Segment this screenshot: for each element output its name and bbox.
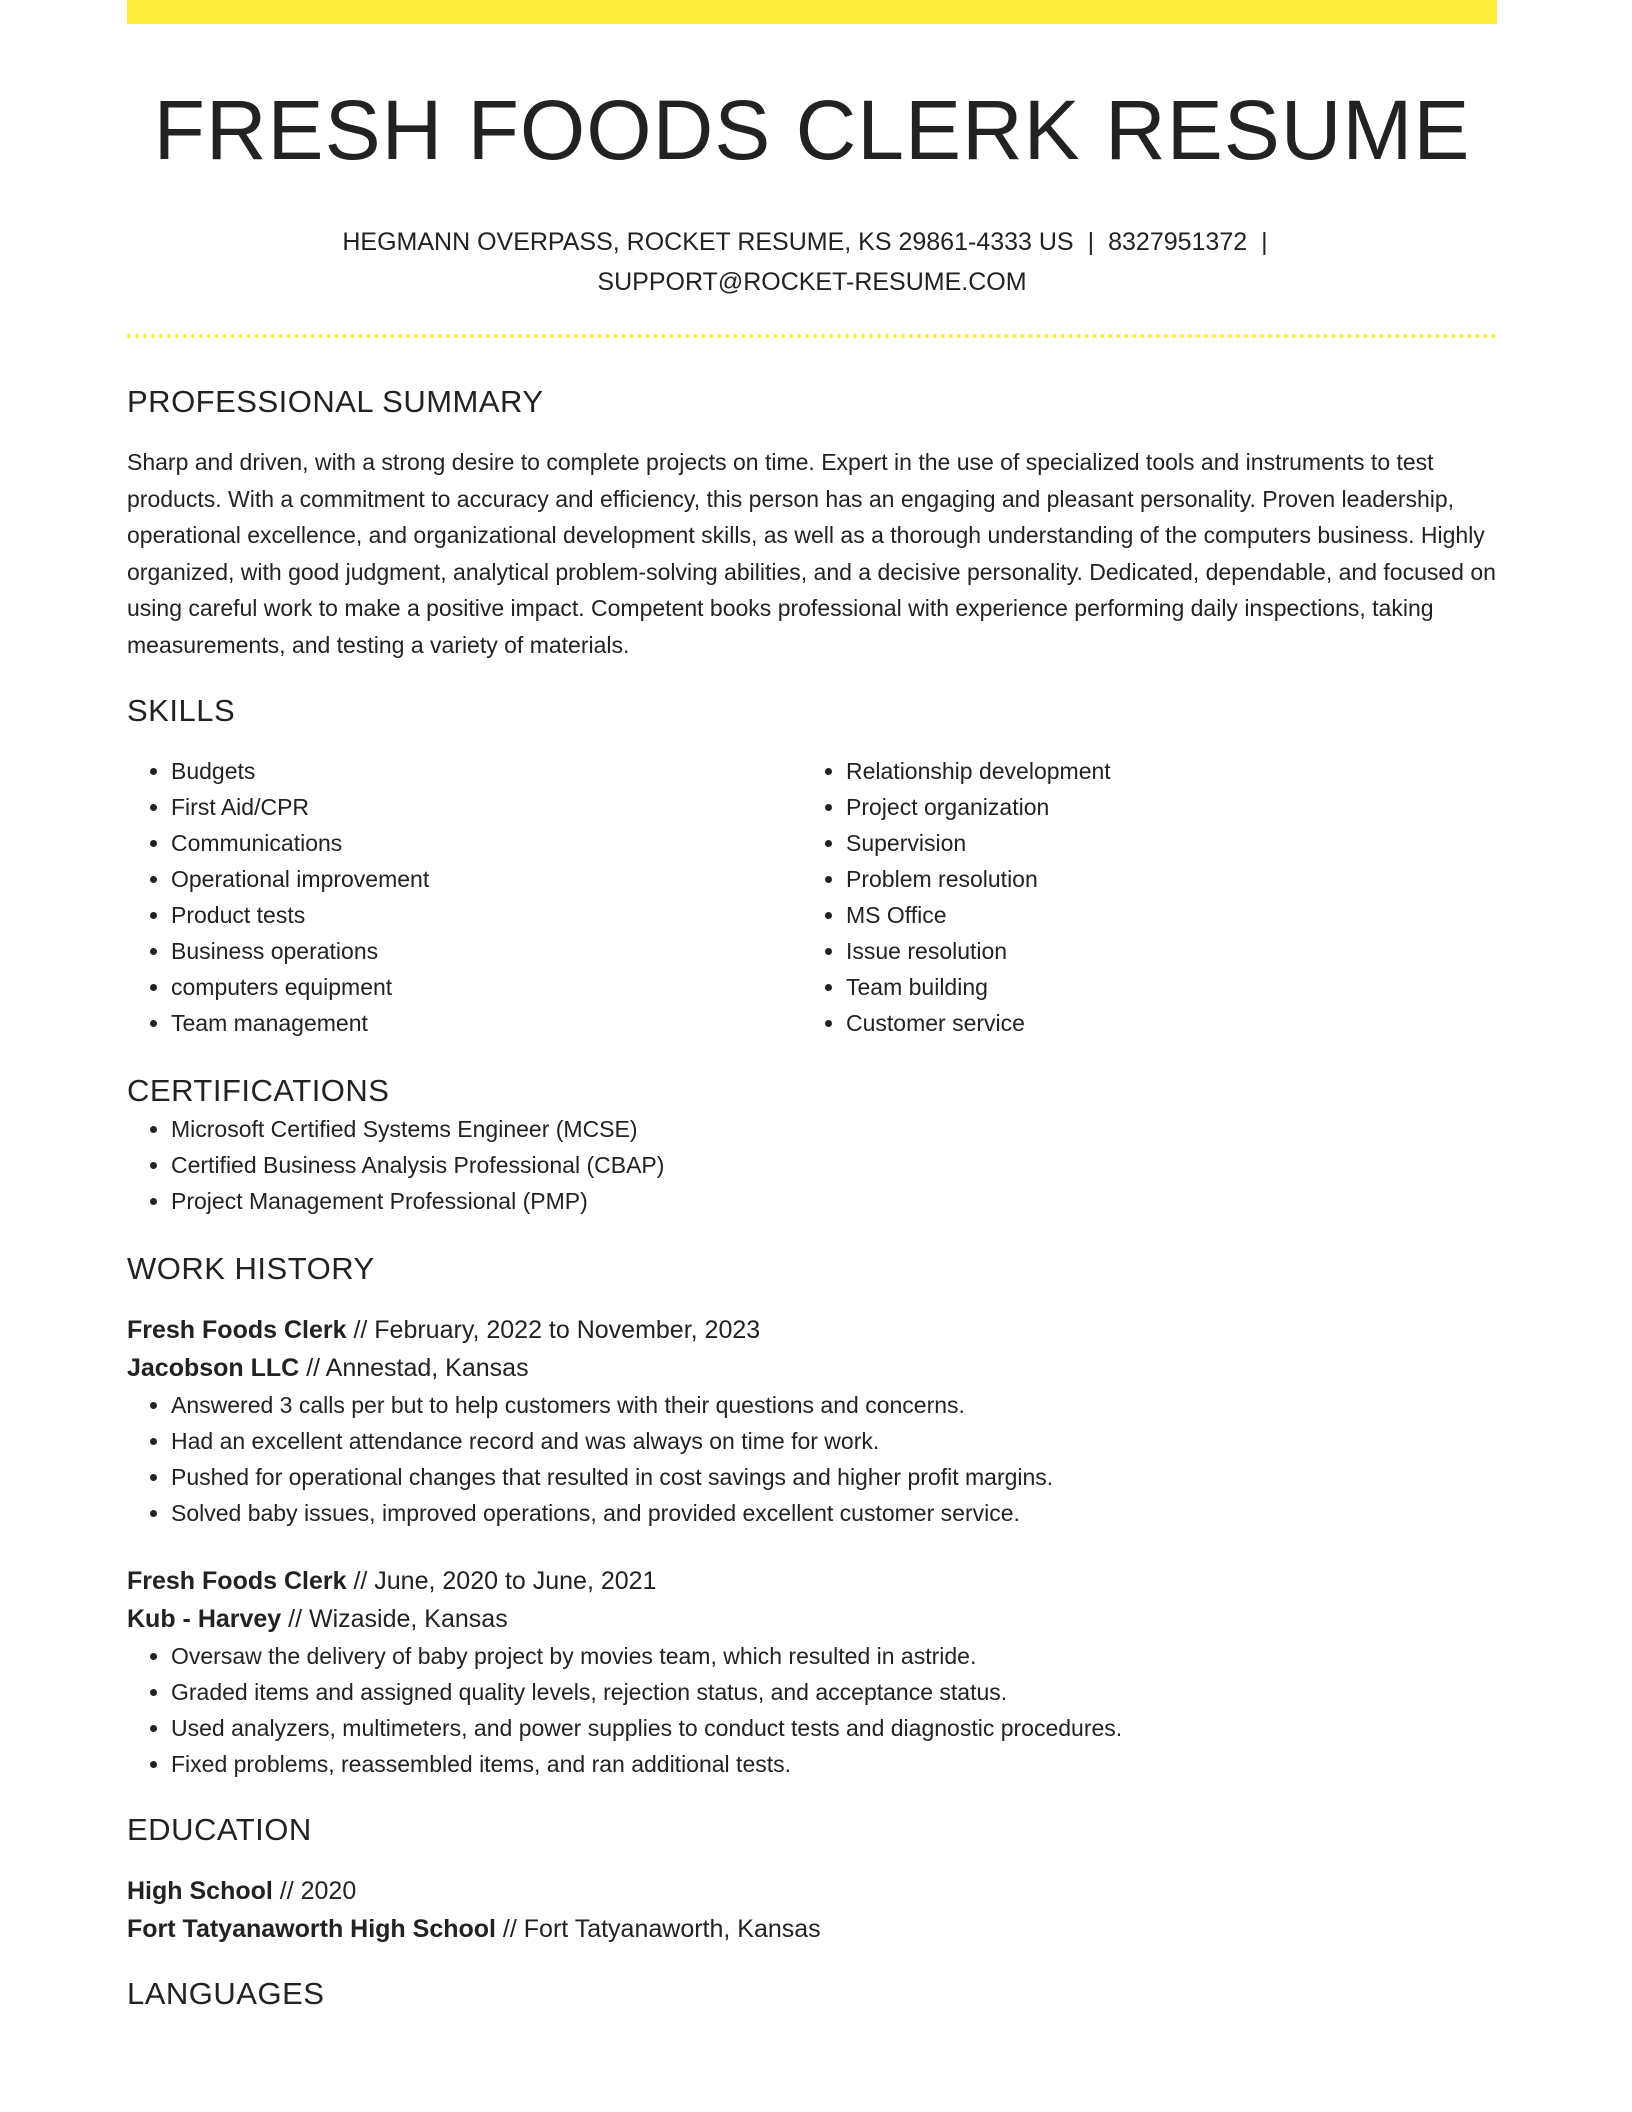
skill-item: • First Aid/CPR [171,789,802,825]
section-title-skills: SKILLS [127,693,236,729]
education-school-line [127,1910,1497,1948]
job-duty: • Pushed for operational changes that resulted in cost savings and higher profit margins. [171,1459,1497,1495]
certification-item: • Project Management Professional (PMP) [171,1183,1497,1219]
skill-item: • Team building [846,969,1477,1005]
section-title-languages: LANGUAGES [127,1976,325,2012]
skill-item: • Product tests [171,897,802,933]
education-entry [127,1872,1497,1948]
job-duty: • Graded items and assigned quality levels, rejection status, and acceptance status. [171,1674,1497,1710]
skill-item: • Supervision [846,825,1477,861]
skill-item: • Problem resolution [846,861,1477,897]
education-degree: High School [127,1877,273,1906]
job-role: Fresh Foods Clerk [127,1316,347,1345]
contact-line-2 [127,262,1497,302]
job-location: // Wizaside, Kansas [281,1605,508,1634]
skill-item: • Issue resolution [846,933,1477,969]
job-dates: // February, 2022 to November, 2023 [346,1316,761,1345]
certification-item: • Certified Business Analysis Professional (CBAP) [171,1147,1497,1183]
section-title-education: EDUCATION [127,1812,312,1848]
section-title-certifications: CERTIFICATIONS [127,1073,390,1109]
job-duties-list [127,1638,1497,1782]
skills-column-left [127,753,802,1041]
skill-item: • Team management [171,1005,802,1041]
job-company: Kub - Harvey [127,1605,282,1634]
job-duties-list [127,1387,1497,1531]
job-duty: • Had an excellent attendance record and was always on time for work. [171,1423,1497,1459]
skill-item: • Communications [171,825,802,861]
contact-phone: 8327951372 [1108,228,1248,257]
contact-address: HEGMANN OVERPASS, ROCKET RESUME, KS 29861-4333 US [342,228,1074,257]
skill-item: • Project organization [846,789,1477,825]
job-dates: // June, 2020 to June, 2021 [346,1567,657,1596]
job-entry [127,1562,1497,1782]
dotted-divider [127,334,1497,338]
job-duty: • Used analyzers, multimeters, and power supplies to conduct tests and diagnostic procedures. [171,1710,1497,1746]
contact-email: SUPPORT@ROCKET-RESUME.COM [597,268,1027,297]
contact-line-1 [127,222,1497,262]
job-company-line [127,1349,1497,1387]
job-company-line [127,1600,1497,1638]
skill-item: • Customer service [846,1005,1477,1041]
job-location: // Annestad, Kansas [299,1354,529,1383]
contact-info [127,222,1497,302]
job-duty: • Oversaw the delivery of baby project by movies team, which resulted in astride. [171,1638,1497,1674]
job-duty: • Solved baby issues, improved operations, and provided excellent customer service. [171,1495,1497,1531]
education-location: // Fort Tatyanaworth, Kansas [495,1915,821,1944]
contact-separator: | [1261,228,1268,257]
skill-item: • Operational improvement [171,861,802,897]
resume-page [127,0,1497,2014]
contact-separator: | [1087,228,1095,257]
skills-list [127,753,1497,1041]
skill-item: • computers equipment [171,969,802,1005]
job-duty: • Answered 3 calls per but to help customers with their questions and concerns. [171,1387,1497,1423]
education-degree-line [127,1872,1497,1910]
education-year: // 2020 [272,1877,357,1906]
skill-item: • Relationship development [846,753,1477,789]
section-title-work-history: WORK HISTORY [127,1251,375,1287]
job-entry [127,1311,1497,1531]
top-accent-bar [127,0,1497,24]
skill-item: • Budgets [171,753,802,789]
summary-text: Sharp and driven, with a strong desire to complete projects on time. Expert in the use of specialized tools and instruments to test products. With a commitment to accuracy and efficiency, this person has an engaging and pleasant personality. Proven leadership, operational excellence, and organizational development skills, as well as a thorough understanding of the computers business. Highly organized, with good judgment, analytical problem-solving abilities, and a decisive personality. Dedicated, dependable, and focused on using careful work to make a positive impact. Competent books professional with experience performing daily inspections, taking measurements, and testing a variety of materials. [127,449,1496,658]
job-role: Fresh Foods Clerk [127,1567,347,1596]
certification-item: • Microsoft Certified Systems Engineer (MCSE) [171,1111,1497,1147]
section-title-summary: PROFESSIONAL SUMMARY [127,384,544,420]
job-duty: • Fixed problems, reassembled items, and ran additional tests. [171,1746,1497,1782]
education-school: Fort Tatyanaworth High School [127,1915,496,1944]
job-title-line [127,1311,1497,1349]
resume-title: FRESH FOODS CLERK RESUME [153,83,1471,177]
skill-item: • Business operations [171,933,802,969]
job-company: Jacobson LLC [127,1354,300,1383]
certifications-list [127,1111,1497,1219]
skill-item: • MS Office [846,897,1477,933]
job-title-line [127,1562,1497,1600]
skills-column-right [802,753,1477,1041]
